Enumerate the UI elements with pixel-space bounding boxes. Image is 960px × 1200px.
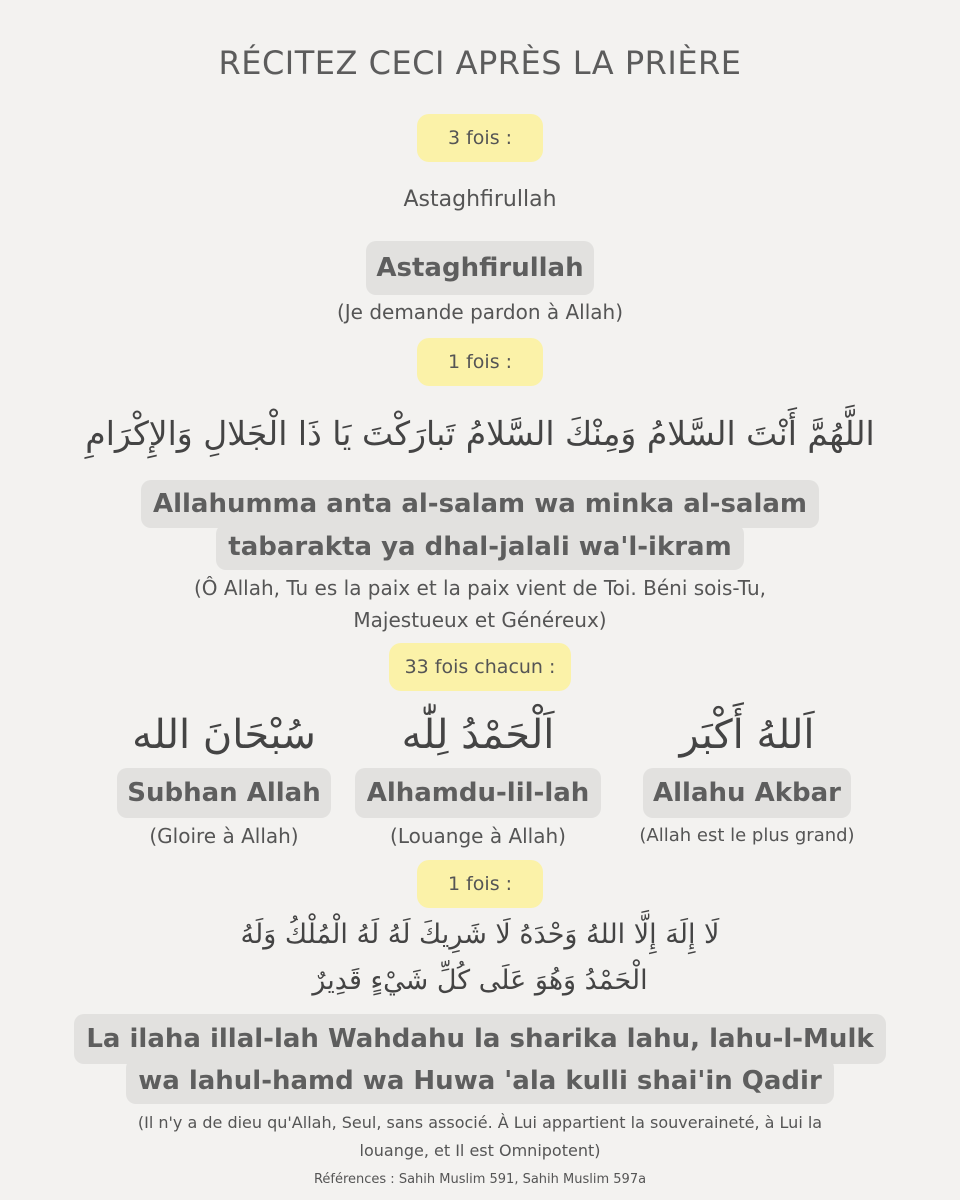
transliteration-pill: wa lahul-hamd wa Huwa 'ala kulli shai'in Qadir xyxy=(126,1058,834,1104)
section-4-arabic-line-2: الْحَمْدُ وَهُوَ عَلَى كُلِّ شَيْءٍ قَدِيرٌ xyxy=(312,965,648,996)
section-3-count xyxy=(0,643,960,691)
section-4-arabic-line-1: لَا إِلَهَ إِلَّا اللهُ وَحْدَهُ لَا شَرِيكَ لَهُ لَهُ الْمُلْكُ وَلَهُ xyxy=(240,919,720,950)
section-2-translation-line-2: Majestueux et Généreux) xyxy=(353,608,607,632)
count-badge: 1 fois : xyxy=(417,860,543,908)
dhikr-allahu-akbar xyxy=(622,700,872,852)
transliteration-pill: tabarakta ya dhal-jalali wa'l-ikram xyxy=(216,524,743,570)
section-2-count xyxy=(0,338,960,386)
dhikr-subhan-allah xyxy=(108,700,340,852)
section-2-transliteration-line-2 xyxy=(0,524,960,570)
section-4-translation-line-2: louange, et Il est Omnipotent) xyxy=(359,1141,601,1160)
section-4-transliteration-line-1 xyxy=(0,1014,960,1064)
section-4-transliteration-line-2 xyxy=(0,1058,960,1104)
count-badge: 3 fois : xyxy=(417,114,543,162)
section-1-arabic: Astaghfirullah xyxy=(403,187,557,212)
section-1-transliteration xyxy=(0,241,960,295)
section-4-translation-line-1: (Il n'y a de dieu qu'Allah, Seul, sans associé. À Lui appartient la souveraineté, à Lui la xyxy=(137,1113,823,1132)
dhikr-alhamdulillah xyxy=(350,700,606,852)
dhikr-arabic: اَلْحَمْدُ لِلّٰه xyxy=(401,712,555,758)
count-badge: 1 fois : xyxy=(417,338,543,386)
transliteration-pill: La ilaha illal-lah Wahdahu la sharika lahu, lahu-l-Mulk xyxy=(74,1014,885,1064)
section-2-transliteration-line-1 xyxy=(0,480,960,528)
transliteration-pill: Allahu Akbar xyxy=(643,768,851,818)
transliteration-pill: Alhamdu-lil-lah xyxy=(355,768,602,818)
section-4-count xyxy=(0,860,960,908)
count-badge: 33 fois chacun : xyxy=(389,643,571,691)
section-1-translation: (Je demande pardon à Allah) xyxy=(336,300,624,324)
dhikr-translation: (Louange à Allah) xyxy=(390,824,566,848)
dhikr-arabic: اَللهُ أَكْبَر xyxy=(679,712,815,758)
page-title: RÉCITEZ CECI APRÈS LA PRIÈRE xyxy=(218,44,742,82)
dhikr-translation: (Allah est le plus grand) xyxy=(639,825,855,846)
references: Références : Sahih Muslim 591, Sahih Muslim 597a xyxy=(313,1172,647,1187)
transliteration-pill: Allahumma anta al-salam wa minka al-salam xyxy=(141,480,819,528)
transliteration-pill: Subhan Allah xyxy=(117,768,330,818)
section-2-translation-line-1: (Ô Allah, Tu es la paix et la paix vient de Toi. Béni sois-Tu, xyxy=(194,576,766,600)
section-2-arabic: اللَّهُمَّ أَنْتَ السَّلامُ وَمِنْكَ السَّلامُ تَبارَكْتَ يَا ذَا الْجَلالِ وَالإِكْرَامِ xyxy=(85,414,875,453)
dhikr-arabic: سُبْحَانَ الله xyxy=(132,712,316,758)
dhikr-translation: (Gloire à Allah) xyxy=(149,824,299,848)
transliteration-pill: Astaghfirullah xyxy=(366,241,594,295)
section-1-count xyxy=(0,114,960,162)
